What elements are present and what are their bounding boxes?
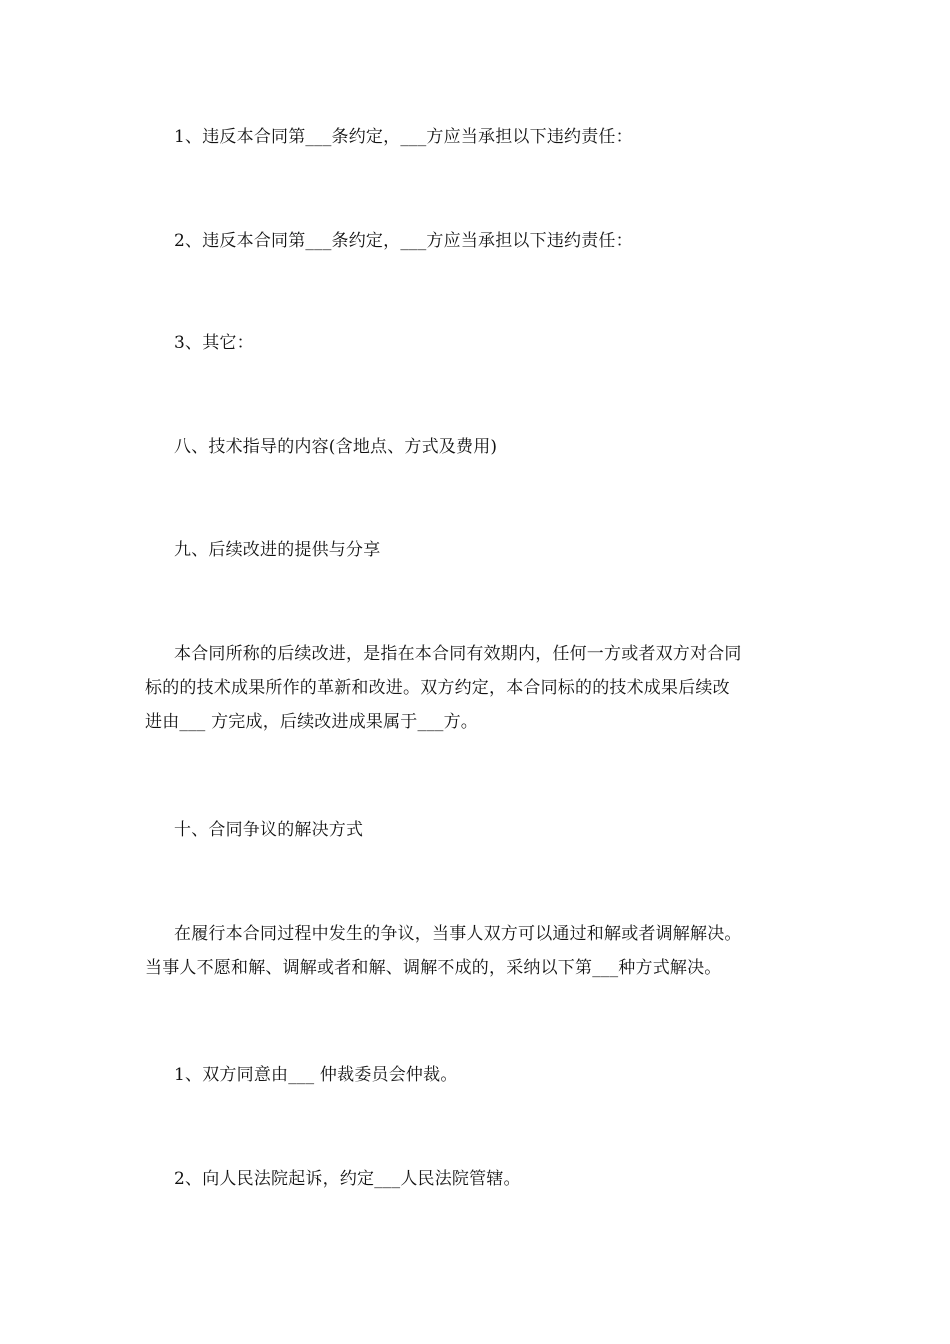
paragraph-improvement xyxy=(145,637,805,739)
option-arbitration: 1、双方同意由___ 仲裁委员会仲裁。 xyxy=(174,1065,458,1085)
heading-technical-guidance: 八、技术指导的内容(含地点、方式及费用) xyxy=(174,437,498,457)
clause-breach-2: 2、违反本合同第___条约定，___方应当承担以下违约责任： xyxy=(174,231,633,251)
heading-follow-up-improvement: 九、后续改进的提供与分享 xyxy=(174,540,381,560)
clause-breach-1: 1、违反本合同第___条约定，___方应当承担以下违约责任： xyxy=(174,127,633,147)
paragraph-line: 标的的技术成果所作的革新和改进。双方约定，本合同标的的技术成果后续改 xyxy=(145,678,730,698)
paragraph-line: 本合同所称的后续改进，是指在本合同有效期内，任何一方或者双方对合同 xyxy=(174,644,742,664)
paragraph-dispute xyxy=(145,917,805,985)
paragraph-line: 当事人不愿和解、调解或者和解、调解不成的，采纳以下第___种方式解决。 xyxy=(145,958,722,978)
option-court: 2、向人民法院起诉，约定___人民法院管辖。 xyxy=(174,1169,521,1189)
paragraph-line: 在履行本合同过程中发生的争议，当事人双方可以通过和解或者调解解决。 xyxy=(174,924,742,944)
heading-dispute-resolution: 十、合同争议的解决方式 xyxy=(174,820,364,840)
clause-other: 3、其它： xyxy=(174,333,254,353)
paragraph-line: 进由___ 方完成，后续改进成果属于___方。 xyxy=(145,712,479,732)
